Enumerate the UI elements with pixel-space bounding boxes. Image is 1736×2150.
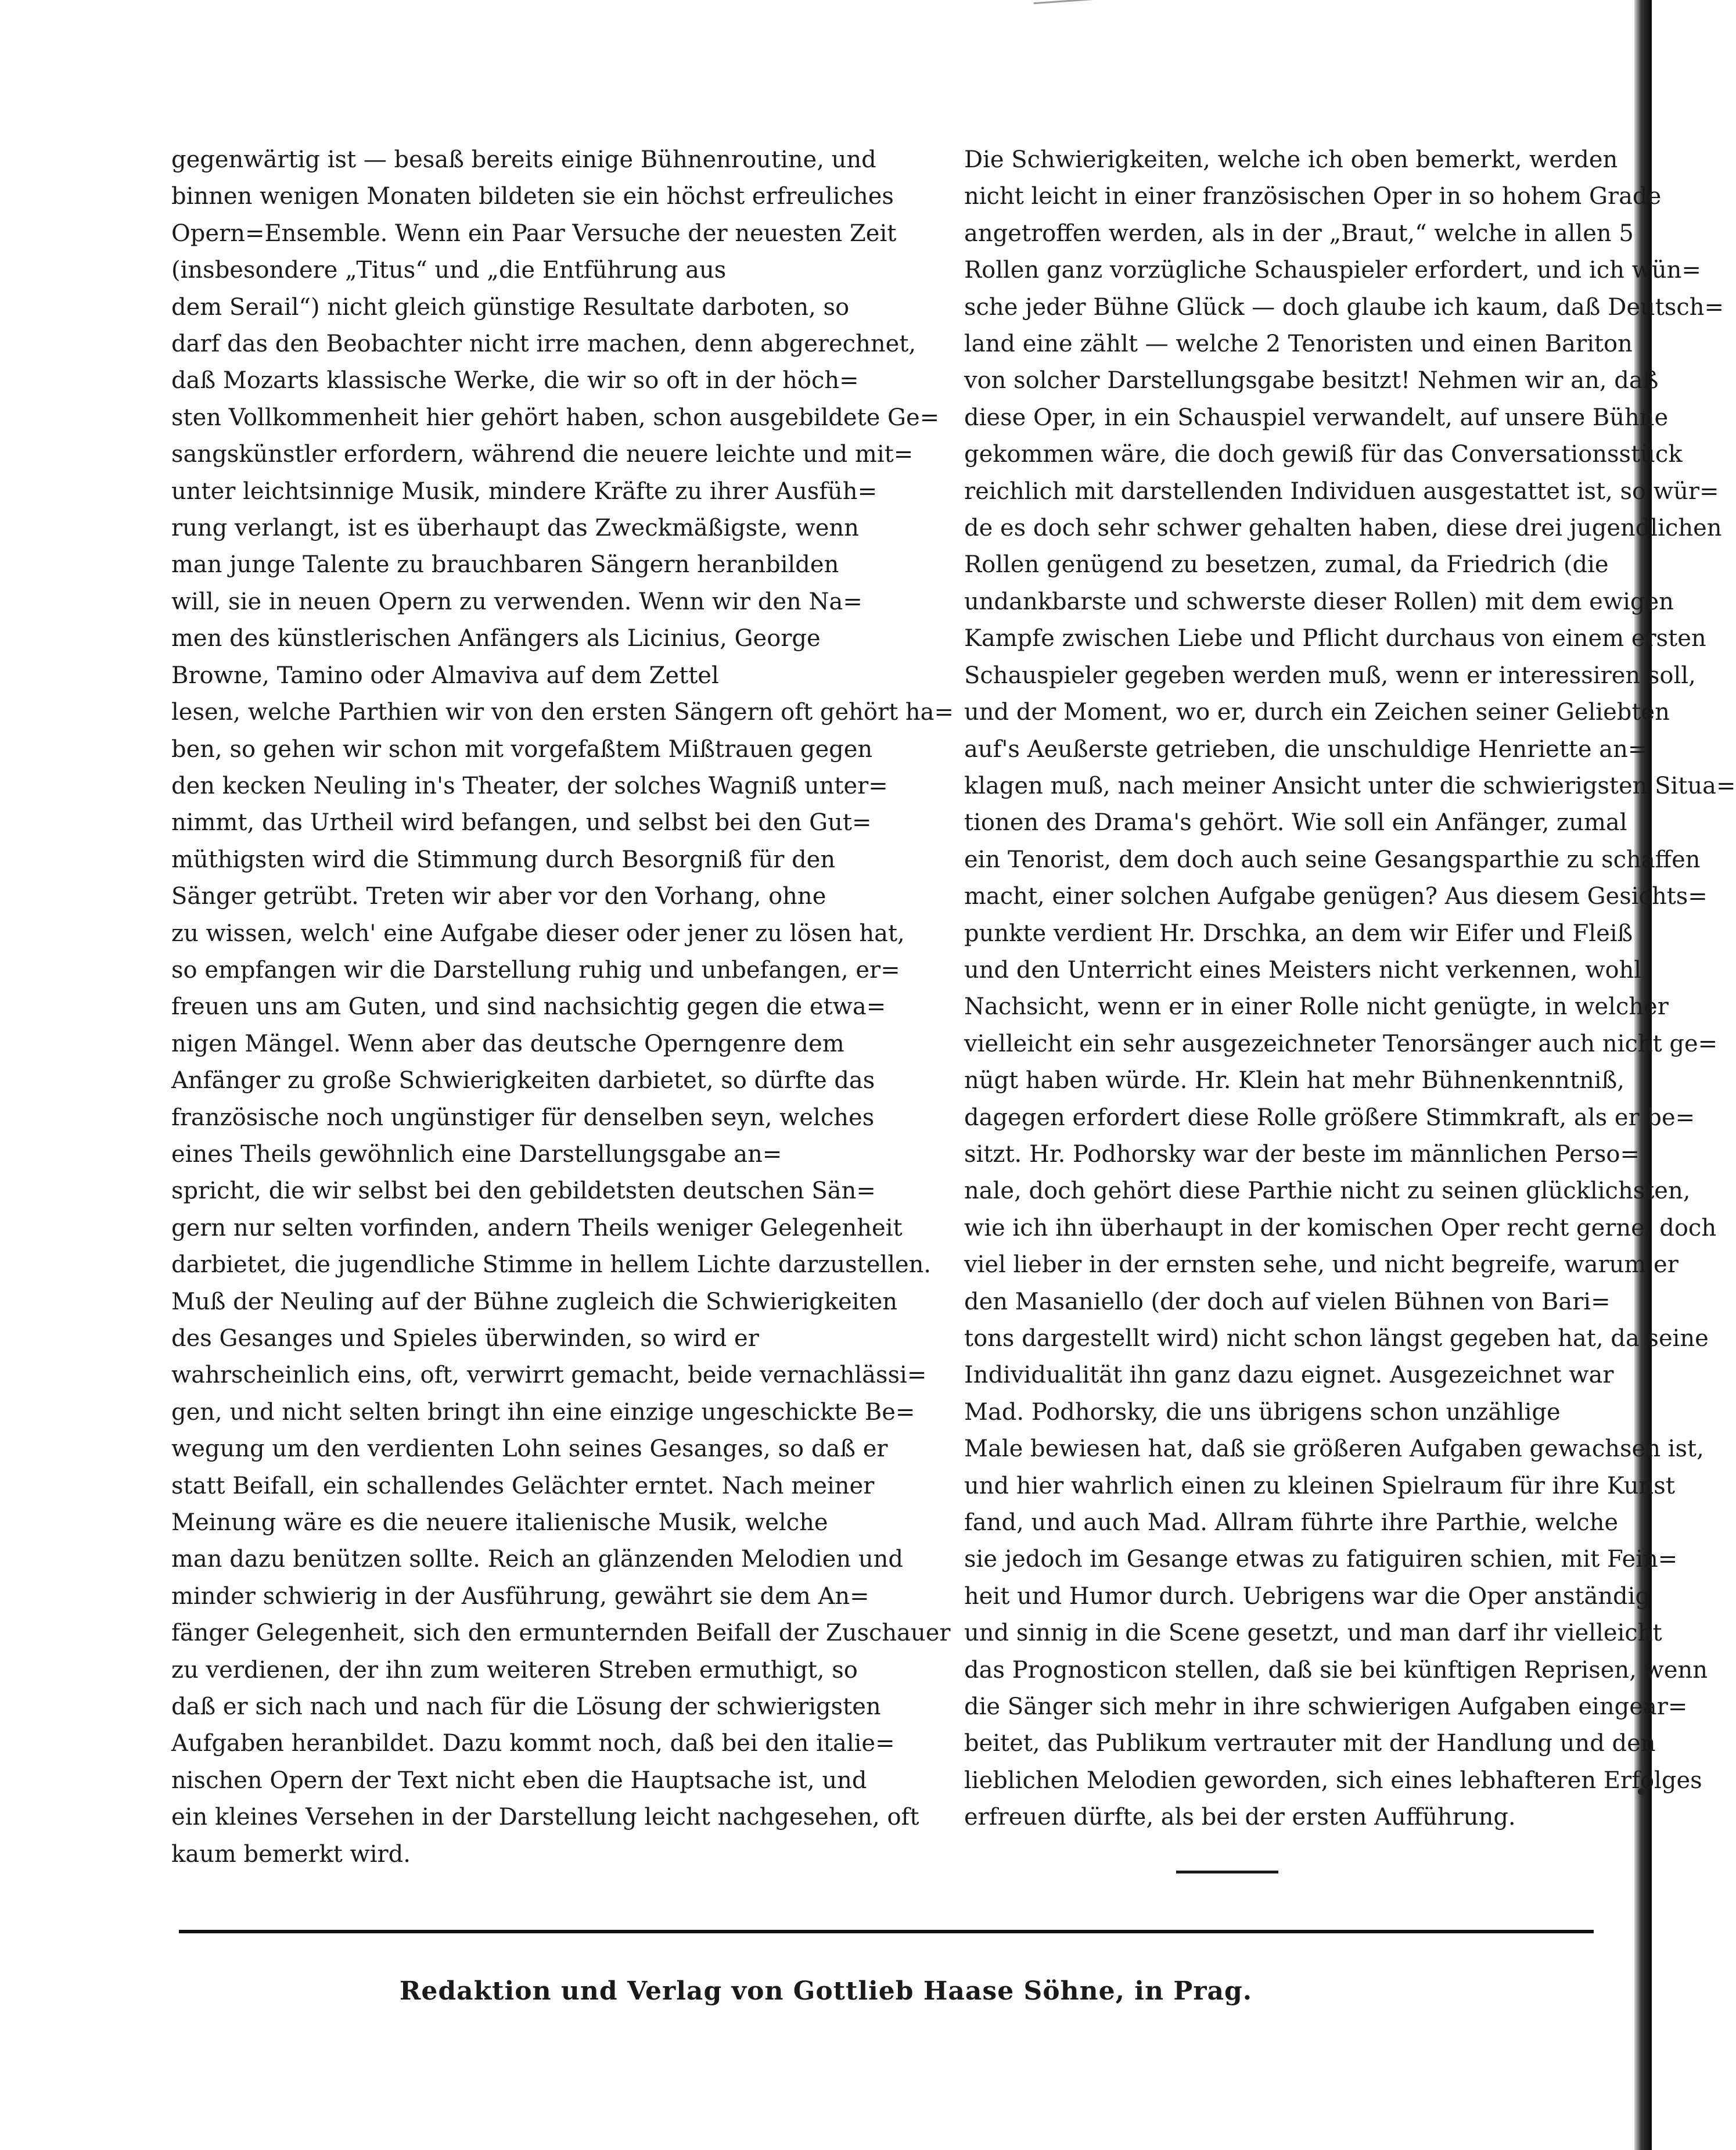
paragraph-left [171,142,954,1873]
text-line: sie jedoch im Gesange etwas zu fatiguiren schien, mit Fein= [964,1546,1678,1573]
text-line: diese Oper, in ein Schauspiel verwandelt, auf unsere Bühne [964,404,1669,431]
text-line: dem Serail“) nicht gleich günstige Resultate darboten, so [171,293,850,321]
text-line: ein Tenorist, dem doch auch seine Gesangsparthie zu schaffen [964,846,1701,873]
text-line: Individualität ihn ganz dazu eignet. Ausgezeichnet war [964,1362,1614,1389]
text-line: reichlich mit darstellenden Individuen ausgestattet ist, so wür= [964,478,1719,505]
text-line: Aufgaben heranbildet. Dazu kommt noch, daß bei den italie= [171,1730,895,1757]
text-line: gekommen wäre, die doch gewiß für das Conversationsstück [964,441,1683,468]
text-line: sten Vollkommenheit hier gehört haben, schon ausgebildete Ge= [171,404,940,431]
text-line: den kecken Neuling in's Theater, der solches Wagniß unter= [171,772,888,799]
text-line: französische noch ungünstiger für denselben seyn, welches [171,1104,875,1131]
text-line: kaum bemerkt wird. [171,1840,411,1868]
text-line: lesen, welche Parthien wir von den ersten Sängern oft gehört ha= [171,699,954,726]
text-line: ben, so gehen wir schon mit vorgefaßtem Mißtrauen gegen [171,735,873,763]
text-line: man junge Talente zu brauchbaren Sängern heranbilden [171,551,839,579]
text-line: das Prognosticon stellen, daß sie bei künftigen Reprisen, wenn [964,1656,1708,1684]
text-line: Kampfe zwischen Liebe und Pflicht durchaus von einem ersten [964,625,1706,652]
text-line: nigen Mängel. Wenn aber das deutsche Operngenre dem [171,1030,844,1057]
text-line: müthigsten wird die Stimmung durch Besorgniß für den [171,846,836,873]
text-line: den Masaniello (der doch auf vielen Bühnen von Bari= [964,1288,1611,1315]
text-line: sitzt. Hr. Podhorsky war der beste im männlichen Perso= [964,1140,1640,1168]
text-line: ein kleines Versehen in der Darstellung leicht nachgesehen, oft [171,1804,919,1831]
text-line: Browne, Tamino oder Almaviva auf dem Zettel [171,662,719,689]
text-line: (insbesondere „Titus“ und „die Entführung aus [171,257,727,284]
text-line: man dazu benützen sollte. Reich an glänzenden Melodien und [171,1546,903,1573]
text-line: die Sänger sich mehr in ihre schwierigen Aufgaben eingear= [964,1693,1688,1721]
text-line: vielleicht ein sehr ausgezeichneter Tenorsänger auch nicht ge= [964,1030,1718,1057]
text-line: tionen des Drama's gehört. Wie soll ein Anfänger, zumal [964,809,1627,837]
text-line: fänger Gelegenheit, sich den ermunternden Beifall der Zuschauer [171,1620,951,1647]
text-line: Male bewiesen hat, daß sie größeren Aufgaben gewachsen ist, [964,1435,1704,1463]
text-line: wegung um den verdienten Lohn seines Gesanges, so daß er [171,1435,888,1463]
right-column [900,142,1736,1836]
text-line: Sänger getrübt. Treten wir aber vor den Vorhang, ohne [171,883,826,910]
text-line: viel lieber in der ernsten sehe, und nicht begreife, warum er [964,1251,1679,1279]
text-line: gen, und nicht selten bringt ihn eine einzige ungeschickte Be= [171,1398,915,1426]
text-line: des Gesanges und Spieles überwinden, so wird er [171,1325,759,1352]
text-line: tons dargestellt wird) nicht schon längst gegeben hat, da seine [964,1325,1709,1352]
text-line: so empfangen wir die Darstellung ruhig und unbefangen, er= [171,956,900,984]
text-line: daß er sich nach und nach für die Lösung der schwierigsten [171,1693,881,1721]
text-line: und hier wahrlich einen zu kleinen Spielraum für ihre Kunst [964,1472,1675,1499]
text-line: dagegen erfordert diese Rolle größere Stimmkraft, als er be= [964,1104,1695,1131]
text-line: fand, und auch Mad. Allram führte ihre Parthie, welche [964,1509,1619,1537]
text-line: nimmt, das Urtheil wird befangen, und selbst bei den Gut= [171,809,872,837]
text-line: lieblichen Melodien geworden, sich eines lebhafteren Erfolges [964,1767,1702,1794]
text-line: eines Theils gewöhnlich eine Darstellungsgabe an= [171,1140,782,1168]
text-line: klagen muß, nach meiner Ansicht unter die schwierigsten Situa= [964,772,1736,799]
text-line: freuen uns am Guten, und sind nachsichtig gegen die etwa= [171,993,886,1021]
text-line: von solcher Darstellungsgabe besitzt! Nehmen wir an, daß [964,367,1659,394]
text-line: nügt haben würde. Hr. Klein hat mehr Bühnenkenntniß, [964,1067,1624,1094]
text-line: men des künstlerischen Anfängers als Licinius, George [171,625,821,652]
left-column [171,142,954,1873]
text-line: wahrscheinlich eins, oft, verwirrt gemacht, beide vernachlässi= [171,1362,927,1389]
text-line: sangskünstler erfordern, während die neuere leichte und mit= [171,441,914,468]
paragraph-right [900,142,1736,1836]
end-of-article-rule [1176,1871,1278,1873]
text-line: Rollen ganz vorzügliche Schauspieler erfordert, und ich wün= [964,257,1701,284]
text-line: punkte verdient Hr. Drschka, an dem wir Eifer und Fleiß [964,920,1633,947]
text-line: darf das den Beobachter nicht irre machen, denn abgerechnet, [171,331,916,358]
text-line: heit und Humor durch. Uebrigens war die Oper anständig [964,1582,1651,1610]
text-line: beitet, das Publikum vertrauter mit der Handlung und den [964,1730,1656,1757]
text-line: spricht, die wir selbst bei den gebildetsten deutschen Sän= [171,1178,876,1205]
text-line: macht, einer solchen Aufgabe genügen? Aus diesem Gesichts= [964,883,1708,910]
text-line: angetroffen werden, als in der „Braut,“ welche in allen 5 [964,220,1634,247]
text-line: wie ich ihn überhaupt in der komischen Oper recht gerne, doch [964,1214,1717,1241]
text-line: darbietet, die jugendliche Stimme in hellem Lichte darzustellen. [171,1251,932,1279]
text-line: Die Schwierigkeiten, welche ich oben bemerkt, werden [964,146,1618,173]
text-line: erfreuen dürfte, als bei der ersten Aufführung. [964,1804,1516,1831]
text-line: Meinung wäre es die neuere italienische Musik, welche [171,1509,828,1537]
text-line: undankbarste und schwerste dieser Rollen) mit dem ewigen [964,588,1674,615]
text-line: Schauspieler gegeben werden muß, wenn er interessiren soll, [964,662,1696,689]
text-line: zu verdienen, der ihn zum weiteren Streben ermuthigt, so [171,1656,858,1684]
text-line: gern nur selten vorfinden, andern Theils weniger Gelegenheit [171,1214,903,1241]
text-line: nicht leicht in einer französischen Oper in so hohem Grade [964,183,1662,210]
text-line: unter leichtsinnige Musik, mindere Kräfte zu ihrer Ausfüh= [171,478,878,505]
text-line: binnen wenigen Monaten bildeten sie ein höchst erfreuliches [171,183,894,210]
text-line: sche jeder Bühne Glück — doch glaube ich kaum, daß Deutsch= [964,293,1724,321]
text-line: zu wissen, welch' eine Aufgabe dieser oder jener zu lösen hat, [171,920,905,947]
text-line: und den Unterricht eines Meisters nicht verkennen, wohl [964,956,1642,984]
text-line: und sinnig in die Scene gesetzt, und man darf ihr vielleicht [964,1620,1662,1647]
text-line: de es doch sehr schwer gehalten haben, diese drei jugendlichen [964,515,1722,542]
text-line: Anfänger zu große Schwierigkeiten darbietet, so dürfte das [171,1067,875,1094]
scan-mark [1034,0,1104,12]
text-line: statt Beifall, ein schallendes Gelächter erntet. Nach meiner [171,1472,875,1499]
text-line: Nachsicht, wenn er in einer Rolle nicht genügte, in welcher [964,993,1669,1021]
text-line: nale, doch gehört diese Parthie nicht zu seinen glücklichsten, [964,1178,1691,1205]
text-line: Muß der Neuling auf der Bühne zugleich die Schwierigkeiten [171,1288,898,1315]
text-line: auf's Aeußerste getrieben, die unschuldige Henriette an= [964,735,1648,763]
text-line: Mad. Podhorsky, die uns übrigens schon unzählige [964,1398,1561,1426]
text-line: rung verlangt, ist es überhaupt das Zweckmäßigste, wenn [171,515,859,542]
text-line: und der Moment, wo er, durch ein Zeichen seiner Geliebten [964,699,1670,726]
footer-rule [179,1930,1594,1933]
text-line: Opern=Ensemble. Wenn ein Paar Versuche der neuesten Zeit [171,220,897,247]
text-line: gegenwärtig ist — besaß bereits einige Bühnenroutine, und [171,146,876,173]
text-line: land eine zählt — welche 2 Tenoristen und einen Bariton [964,331,1633,358]
text-line: minder schwierig in der Ausführung, gewährt sie dem An= [171,1582,869,1610]
text-line: Rollen genügend zu besetzen, zumal, da Friedrich (die [964,551,1609,579]
publisher-imprint: Redaktion und Verlag von Gottlieb Haase Söhne, in Prag. [399,1976,1253,2006]
text-line: daß Mozarts klassische Werke, die wir so oft in der höch= [171,367,859,394]
text-line: will, sie in neuen Opern zu verwenden. Wenn wir den Na= [171,588,862,615]
text-line: nischen Opern der Text nicht eben die Hauptsache ist, und [171,1767,867,1794]
